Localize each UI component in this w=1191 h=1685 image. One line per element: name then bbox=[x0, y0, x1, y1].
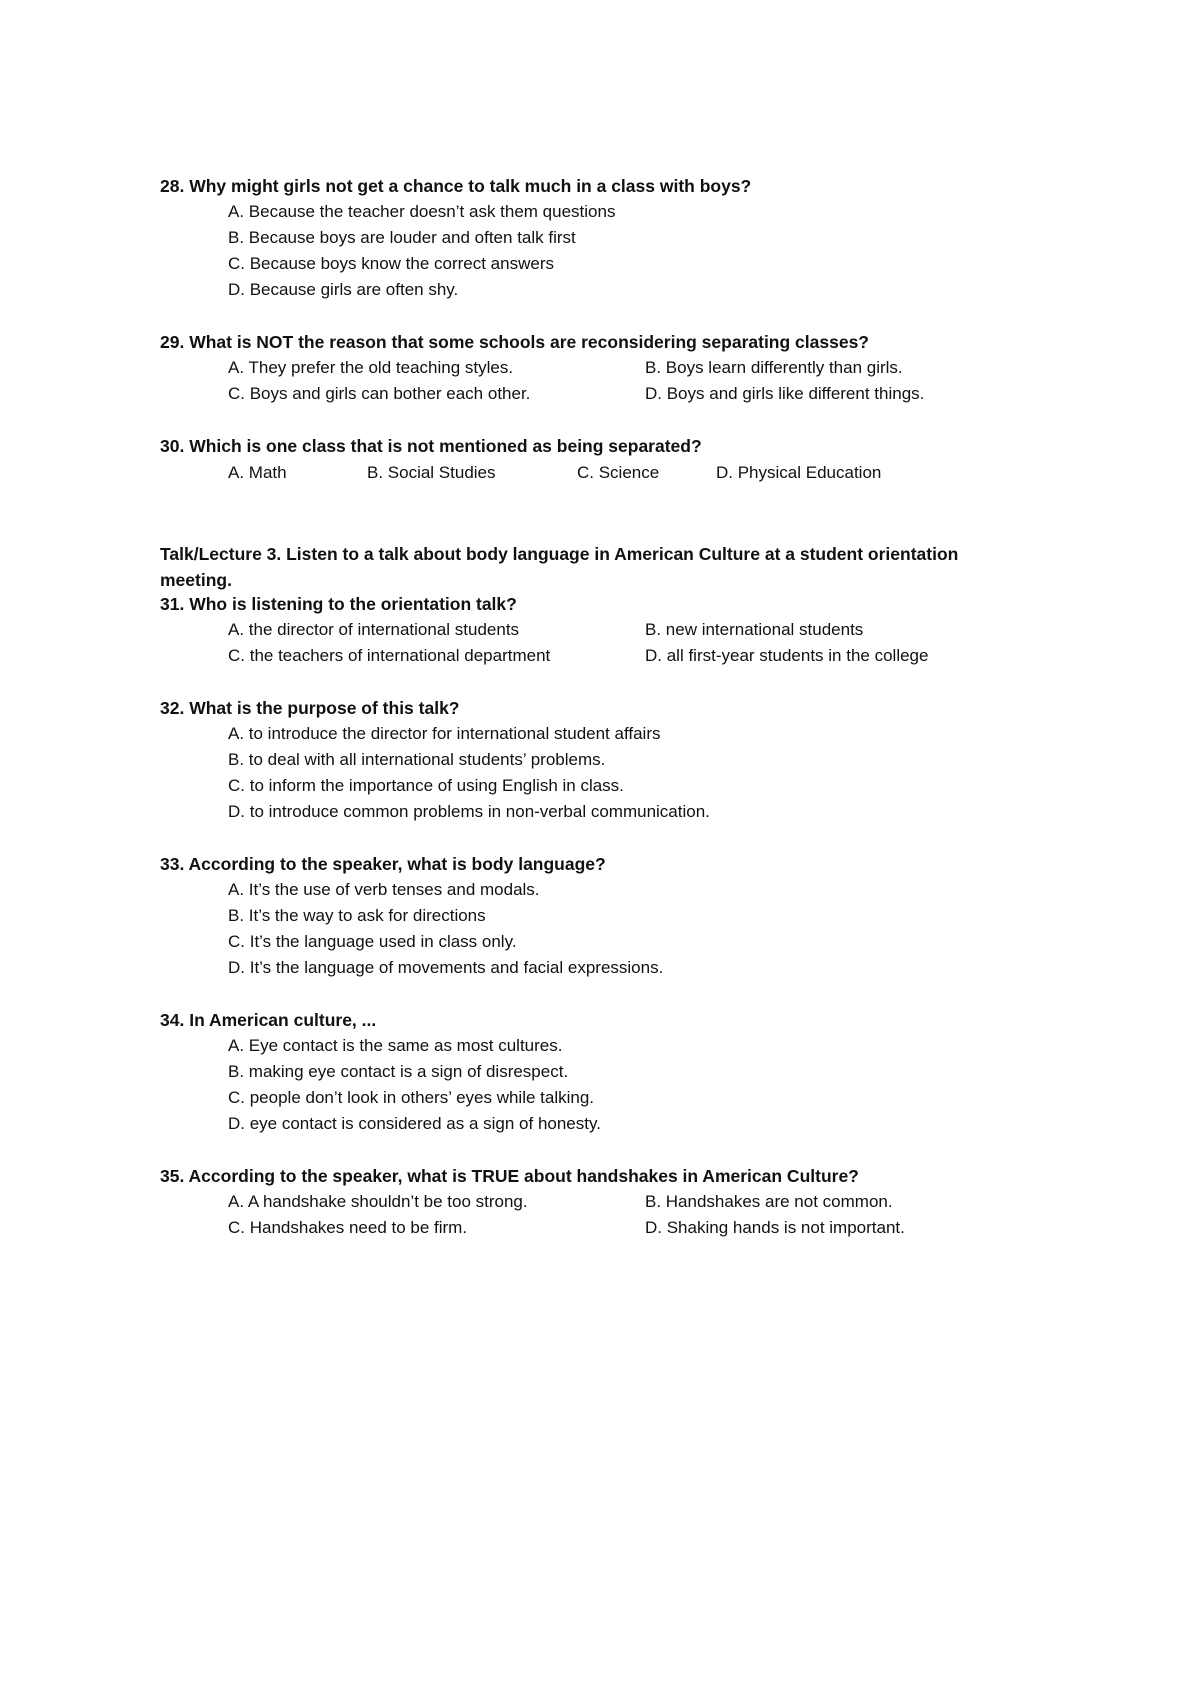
option-a: A. Math bbox=[228, 463, 287, 482]
question-number: 29. bbox=[160, 332, 185, 352]
question-number: 28. bbox=[160, 176, 185, 196]
option-d: D. eye contact is considered as a sign of honesty. bbox=[228, 1114, 601, 1133]
option-d: D. to introduce common problems in non-verbal communication. bbox=[228, 802, 710, 821]
question-number: 35. bbox=[160, 1166, 185, 1186]
option-c: C. people don’t look in others’ eyes while talking. bbox=[228, 1088, 595, 1107]
question-text: Why might girls not get a chance to talk much in a class with boys? bbox=[189, 176, 752, 196]
question-number: 33. bbox=[160, 854, 185, 874]
question-33 bbox=[160, 854, 606, 875]
option-a: A. the director of international students bbox=[228, 620, 520, 639]
option-a: A. A handshake shouldn’t be too strong. bbox=[228, 1192, 528, 1211]
option-d: D. Because girls are often shy. bbox=[228, 280, 459, 299]
question-number: 30. bbox=[160, 436, 185, 456]
option-c: C. the teachers of international department bbox=[228, 646, 551, 665]
question-number: 31. bbox=[160, 594, 185, 614]
option-b: B. Boys learn differently than girls. bbox=[645, 358, 903, 377]
option-a: A. to introduce the director for international student affairs bbox=[228, 724, 661, 743]
option-a: A. They prefer the old teaching styles. bbox=[228, 358, 514, 377]
option-b: B. new international students bbox=[645, 620, 864, 639]
option-b: B. Because boys are louder and often talk first bbox=[228, 228, 576, 247]
option-d: D. all first-year students in the college bbox=[645, 646, 929, 665]
option-a: A. Because the teacher doesn’t ask them questions bbox=[228, 202, 616, 221]
question-28 bbox=[160, 176, 751, 197]
section-heading: Talk/Lecture 3. Listen to a talk about body language in American Culture at a student orientation meeting. bbox=[160, 544, 959, 590]
option-d: D. Shaking hands is not important. bbox=[645, 1218, 905, 1237]
question-text: Which is one class that is not mentioned as being separated? bbox=[189, 436, 702, 456]
question-35 bbox=[160, 1166, 859, 1187]
option-c: C. Boys and girls can bother each other. bbox=[228, 384, 531, 403]
option-a: A. Eye contact is the same as most cultures. bbox=[228, 1036, 563, 1055]
question-29 bbox=[160, 332, 869, 353]
question-30 bbox=[160, 436, 702, 457]
question-text: What is NOT the reason that some schools are reconsidering separating classes? bbox=[189, 332, 869, 352]
question-text: According to the speaker, what is TRUE about handshakes in American Culture? bbox=[188, 1166, 859, 1186]
question-number: 32. bbox=[160, 698, 185, 718]
option-c: C. Handshakes need to be firm. bbox=[228, 1218, 468, 1237]
question-32 bbox=[160, 698, 460, 719]
question-34 bbox=[160, 1010, 376, 1031]
question-text: According to the speaker, what is body language? bbox=[188, 854, 606, 874]
option-c: C. It’s the language used in class only. bbox=[228, 932, 517, 951]
question-31 bbox=[160, 594, 517, 615]
option-c: C. to inform the importance of using English in class. bbox=[228, 776, 624, 795]
option-b: B. to deal with all international students’ problems. bbox=[228, 750, 606, 769]
option-b: B. making eye contact is a sign of disrespect. bbox=[228, 1062, 569, 1081]
option-d: D. Boys and girls like different things. bbox=[645, 384, 925, 403]
option-d: D. Physical Education bbox=[716, 463, 882, 482]
question-number: 34. bbox=[160, 1010, 185, 1030]
option-c: C. Because boys know the correct answers bbox=[228, 254, 554, 273]
option-b: B. Handshakes are not common. bbox=[645, 1192, 893, 1211]
question-text: What is the purpose of this talk? bbox=[189, 698, 460, 718]
question-text: In American culture, ... bbox=[189, 1010, 377, 1030]
option-b: B. Social Studies bbox=[367, 463, 496, 482]
option-a: A. It’s the use of verb tenses and modals. bbox=[228, 880, 540, 899]
question-text: Who is listening to the orientation talk? bbox=[189, 594, 517, 614]
option-c: C. Science bbox=[577, 463, 660, 482]
option-b: B. It’s the way to ask for directions bbox=[228, 906, 486, 925]
option-d: D. It’s the language of movements and facial expressions. bbox=[228, 958, 664, 977]
